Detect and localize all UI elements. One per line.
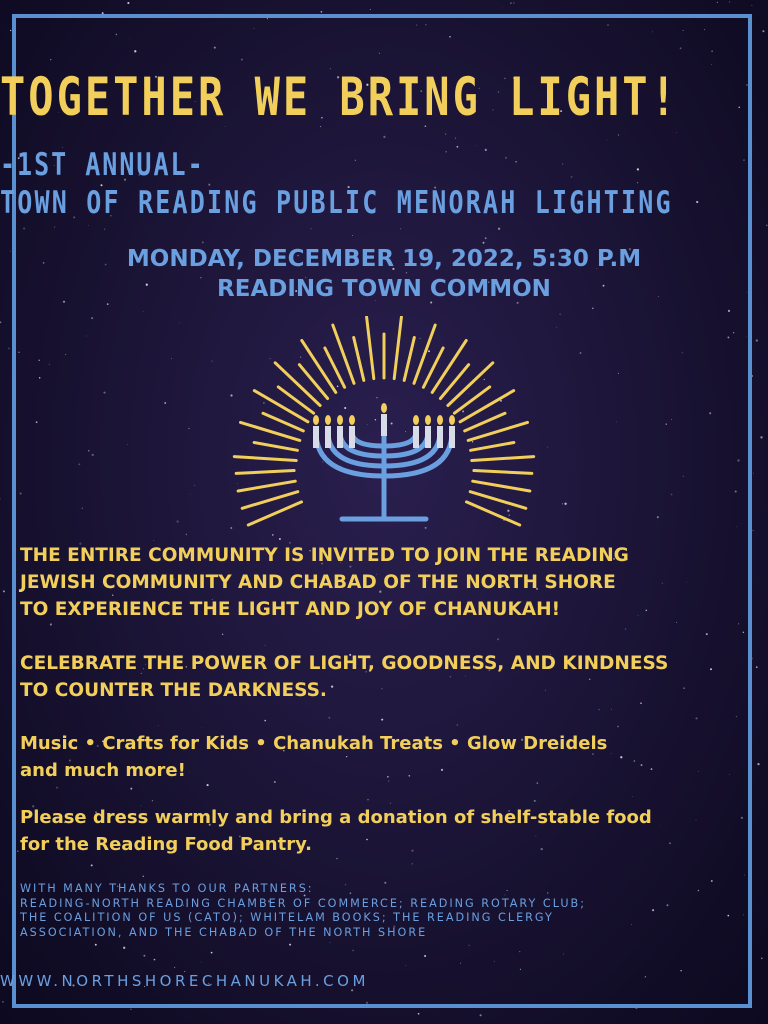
event-name: TOWN OF READING PUBLIC MENORAH LIGHTING (0, 184, 673, 221)
star (757, 763, 759, 765)
sun-ray (440, 365, 468, 399)
sun-ray (474, 471, 532, 474)
candle (425, 426, 431, 448)
candle (437, 426, 443, 448)
candle (313, 426, 319, 448)
star (729, 1, 730, 2)
flame-icon (337, 415, 343, 425)
candle (449, 426, 455, 448)
event-location: READING TOWN COMMON (217, 276, 551, 302)
annual-label: -1ST ANNUAL- (0, 146, 205, 183)
sun-ray (299, 365, 327, 399)
star (756, 666, 758, 668)
candle (413, 426, 419, 448)
text-line: CELEBRATE THE POWER OF LIGHT, GOODNESS, AND KINDNESS (20, 653, 669, 674)
sun-ray (414, 325, 435, 383)
star (480, 1014, 482, 1016)
flame-icon (425, 415, 431, 425)
flame-icon (437, 415, 443, 425)
star (760, 436, 762, 438)
flame-icon (313, 415, 319, 425)
star (8, 347, 10, 349)
sun-ray (254, 391, 308, 422)
star (761, 957, 763, 959)
text-line: THE COALITION OF US (CATO); WHITELAM BOOKS; THE READING CLERGY (20, 911, 554, 924)
candle (337, 426, 343, 448)
star (762, 30, 764, 32)
sun-ray (236, 471, 294, 474)
star (756, 339, 758, 341)
sun-ray (254, 443, 297, 451)
activities-paragraph (20, 730, 748, 784)
text-line: for the Reading Food Pantry. (20, 834, 312, 855)
flame-icon (349, 415, 355, 425)
star (0, 321, 1, 323)
text-line: THE ENTIRE COMMUNITY IS INVITED TO JOIN THE READING (20, 545, 629, 566)
star (226, 1022, 227, 1023)
sun-ray (394, 317, 401, 379)
sun-ray (448, 363, 493, 406)
sun-ray (234, 457, 296, 461)
text-line: and much more! (20, 760, 186, 781)
text-line: Music • Crafts for Kids • Chanukah Treats • Glow Dreidels (20, 733, 608, 754)
sun-ray (354, 338, 364, 381)
flame-icon (325, 415, 331, 425)
candle (349, 426, 355, 448)
text-line: Please dress warmly and bring a donation of shelf-stable food (20, 807, 652, 828)
star (370, 9, 371, 10)
flame-icon (381, 403, 387, 413)
poster-title: TOGETHER WE BRING LIGHT! (0, 66, 679, 128)
text-line: READING-NORTH READING CHAMBER OF COMMERCE; READING ROTARY CLUB; (20, 896, 587, 910)
star (766, 225, 767, 226)
flame-icon (449, 415, 455, 425)
menorah-sunburst-icon (224, 316, 544, 531)
candle (325, 426, 331, 448)
star (321, 11, 323, 13)
sun-ray (471, 443, 514, 451)
sun-ray (238, 481, 295, 491)
sun-ray (275, 363, 320, 406)
invitation-paragraph (20, 542, 748, 623)
sun-ray (472, 457, 534, 461)
text-line: TO EXPERIENCE THE LIGHT AND JOY OF CHANUKAH! (20, 599, 561, 620)
sun-ray (460, 391, 514, 422)
text-line: TO COUNTER THE DARKNESS. (20, 680, 327, 701)
star (130, 1009, 131, 1010)
star (510, 2, 511, 3)
star (513, 3, 514, 4)
star (752, 5, 753, 6)
sun-ray (473, 481, 530, 491)
donation-paragraph (20, 804, 748, 858)
text-line: ASSOCIATION, AND THE CHABAD OF THE NORTH SHORE (20, 925, 428, 939)
event-date-time: MONDAY, DECEMBER 19, 2022, 5:30 P.M (126, 246, 642, 272)
text-line: WITH MANY THANKS TO OUR PARTNERS: (20, 882, 314, 895)
text-line: JEWISH COMMUNITY AND CHABAD OF THE NORTH SHORE (20, 572, 616, 593)
star (3, 590, 5, 592)
star (752, 530, 753, 531)
star (2, 1001, 4, 1003)
website-link[interactable]: WWW.NORTHSHORECHANUKAH.COM (0, 972, 369, 990)
partners-credits (20, 882, 748, 940)
star (0, 498, 1, 499)
star (753, 473, 754, 474)
star (418, 1013, 420, 1015)
star (127, 2, 129, 4)
sun-ray (432, 341, 466, 393)
sun-ray (302, 341, 336, 393)
sun-ray (333, 325, 354, 383)
star (717, 2, 718, 3)
star (502, 8, 503, 9)
celebrate-paragraph (20, 650, 748, 704)
sun-ray (404, 338, 414, 381)
sun-ray (367, 317, 374, 379)
candle (381, 414, 387, 436)
flame-icon (413, 415, 419, 425)
